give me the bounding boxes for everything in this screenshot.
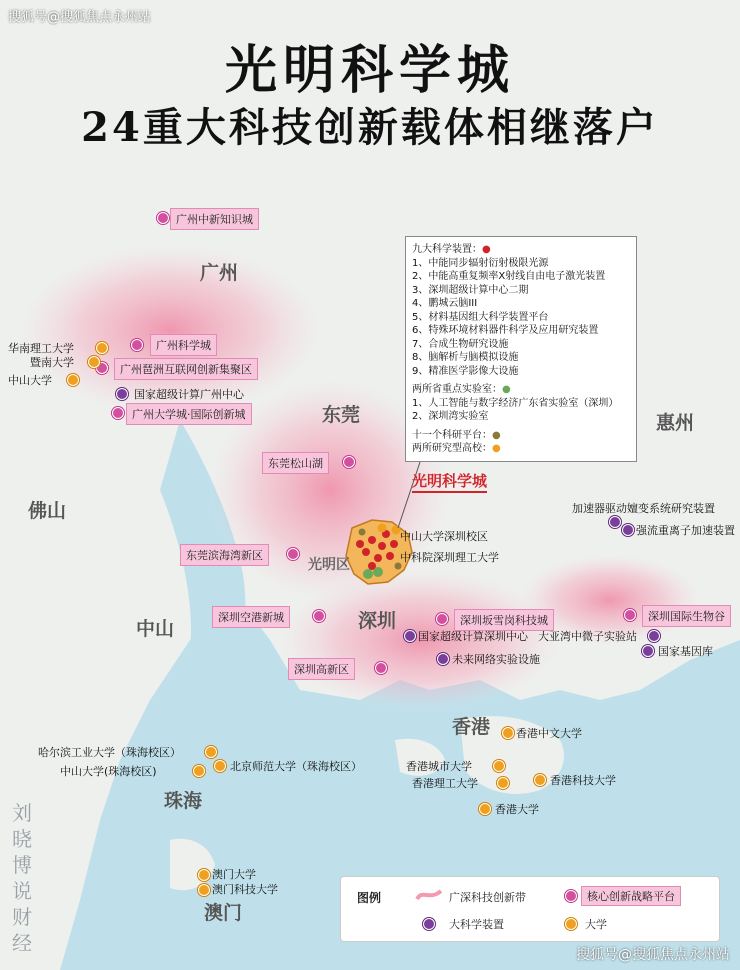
university-bnu-zh: 北京师范大学（珠海校区）: [230, 760, 362, 773]
university-marker: [497, 777, 509, 789]
university-marker: [493, 760, 505, 772]
watermark-top: 搜狐号@搜狐焦点永州站: [8, 10, 152, 25]
core-platform-marker: [624, 609, 636, 621]
core-platform-marker: [131, 339, 143, 351]
university-marker: [502, 727, 514, 739]
legend-uni-label: 大学: [585, 918, 607, 931]
sci-facility-sz-supercomp: 国家超级计算深圳中心: [418, 630, 528, 643]
core-platform-sz-gaoxin: 深圳高新区: [288, 658, 355, 680]
region-zhuhai: 珠海: [164, 790, 203, 812]
region-dongguan: 东莞: [322, 404, 361, 426]
region-huizhou: 惠州: [656, 412, 695, 434]
sci-facility-marker: [642, 645, 654, 657]
university-marker: [205, 746, 217, 758]
sci-facility-marker: [404, 630, 416, 642]
university-siat: 中科院深圳理工大学: [400, 551, 499, 564]
core-platform-marker: [375, 662, 387, 674]
infobox-header-nine: 九大科学装置：●: [412, 244, 491, 255]
sci-facility-marker: [437, 653, 449, 665]
university-marker: [214, 760, 226, 772]
core-platform-marker: [313, 610, 325, 622]
core-platform-marker: [287, 548, 299, 560]
legend: [340, 876, 720, 942]
university-marker: [479, 803, 491, 815]
legend-belt-icon: [415, 887, 443, 903]
core-platform-gz-pazhou: 广州琶洲互联网创新集聚区: [114, 358, 258, 380]
legend-title: 图例: [357, 891, 382, 905]
legend-belt-label: 广深科技创新带: [449, 891, 526, 904]
region-macau: 澳门: [204, 902, 243, 924]
region-guangming: 光明区: [308, 557, 350, 573]
legend-sci-label: 大科学装置: [449, 918, 504, 931]
university-um: 澳门大学: [212, 868, 256, 881]
university-marker: [198, 869, 210, 881]
infobox-item: 9、精准医学影像大设施: [412, 365, 519, 377]
sci-facility-gz-supercomp: 国家超级计算广州中心: [134, 388, 244, 401]
sci-facility-heavy-ion: 强流重离子加速装置: [636, 524, 735, 537]
university-marker: [96, 342, 108, 354]
infobox-item: 7、合成生物研究设施: [412, 338, 509, 350]
university-cityu: 香港城市大学: [406, 760, 472, 773]
infobox-item: 1、中能同步辐射衍射极限光源: [412, 257, 549, 269]
core-platform-marker: [343, 456, 355, 468]
university-marker: [198, 884, 210, 896]
core-platform-sz-bantian: 深圳坂雪岗科技城: [454, 609, 554, 631]
region-shenzhen: 深圳: [358, 610, 397, 632]
core-platform-sz-biology: 深圳国际生物谷: [642, 605, 731, 627]
core-platform-dg-binhai: 东莞滨海湾新区: [180, 544, 269, 566]
sci-facility-marker: [622, 524, 634, 536]
infobox-item: 6、特殊环境材料器件科学及应用研究装置: [412, 325, 599, 336]
infobox-item: 4、鹏城云脑III: [412, 298, 478, 309]
university-must: 澳门科技大学: [212, 883, 278, 896]
infobox-item: 8、脑解析与脑模拟设施: [412, 352, 519, 363]
region-hongkong: 香港: [452, 716, 491, 738]
legend-core-icon: [565, 890, 577, 902]
university-hit-zh: 哈尔滨工业大学（珠海校区）: [38, 746, 181, 759]
university-sysu-sz: 中山大学深圳校区: [400, 530, 488, 543]
main-title: 光明科学城: [224, 40, 515, 101]
infobox-item: 5、材料基因组大科学装置平台: [412, 311, 549, 323]
sci-facility-marker: [609, 516, 621, 528]
infobox-item: 2、深圳湾实验室: [412, 411, 489, 422]
region-zhongshan: 中山: [136, 618, 175, 640]
university-hkust: 香港科技大学: [550, 774, 616, 787]
legend-sci-icon: [423, 918, 435, 930]
side-credit: 刘晓博说财经: [12, 801, 32, 955]
core-platform-marker: [112, 407, 124, 419]
university-marker: [534, 774, 546, 786]
sci-facility-marker: [648, 630, 660, 642]
university-marker: [67, 374, 79, 386]
university-jnu: 暨南大学: [30, 356, 74, 369]
guangming-science-city-label: 光明科学城: [412, 470, 487, 493]
core-platform-gz-kexuecheng: 广州科学城: [150, 334, 217, 356]
infobox-header-unis: 两所研究型高校：●: [412, 443, 501, 454]
infobox-item: 3、深圳超级计算中心二期: [412, 284, 529, 296]
university-polyu: 香港理工大学: [412, 777, 478, 790]
core-platform-marker: [157, 212, 169, 224]
infobox-item: 2、中能高重复频率X射线自由电子激光装置: [412, 271, 606, 282]
core-platform-dg-songshanhu: 东莞松山湖: [262, 452, 329, 474]
sci-facility-accel-drive: 加速器驱动嬗变系统研究装置: [572, 502, 715, 515]
sci-facility-sz-network: 未来网络实验设施: [452, 653, 540, 666]
core-platform-marker: [436, 613, 448, 625]
university-marker: [193, 765, 205, 777]
sci-facility-marker: [116, 388, 128, 400]
university-scut: 华南理工大学: [8, 342, 74, 355]
region-guangzhou: 广州: [200, 262, 239, 284]
legend-uni-icon: [565, 918, 577, 930]
legend-core-label: 核心创新战略平台: [581, 886, 681, 906]
university-marker: [88, 356, 100, 368]
university-hku: 香港大学: [495, 803, 539, 816]
university-sysu-zh: 中山大学(珠海校区): [60, 765, 157, 778]
sci-facility-genebank: 国家基因库: [658, 645, 713, 658]
subtitle: 24重大科技创新载体相继落户: [81, 104, 659, 151]
infobox-item: 1、人工智能与数字经济广东省实验室（深圳）: [412, 397, 619, 409]
university-sysu: 中山大学: [8, 374, 52, 387]
infobox-header-labs: 两所省重点实验室：●: [412, 384, 511, 395]
watermark-bottom: 搜狐号@搜狐焦点永州站: [576, 947, 730, 963]
core-platform-gz-zhongxin: 广州中新知识城: [170, 208, 259, 230]
core-platform-gz-daxuecheng: 广州大学城·国际创新城: [126, 403, 252, 425]
guangming-infobox: [405, 236, 637, 462]
region-foshan: 佛山: [28, 500, 67, 522]
core-platform-sz-konggang: 深圳空港新城: [212, 606, 290, 628]
sci-facility-dayawan: 大亚湾中微子实验站: [538, 630, 637, 643]
infobox-header-platforms: 十一个科研平台：●: [412, 429, 501, 441]
university-cuhk: 香港中文大学: [516, 727, 582, 740]
